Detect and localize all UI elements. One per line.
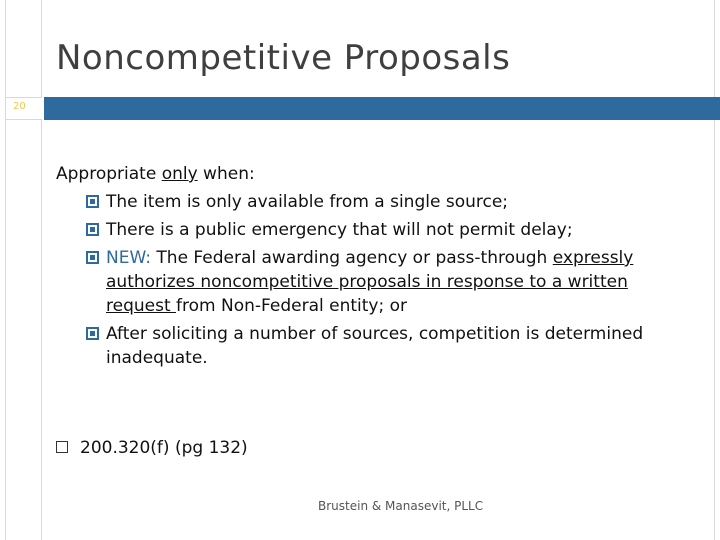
bullet-item-2 [56, 218, 676, 242]
bullet-text: After soliciting a number of sources, competition is determined inadequate. [106, 324, 644, 368]
bullet-text: There is a public emergency that will not permit delay; [106, 220, 573, 240]
bullet-item-3 [56, 246, 676, 318]
slide-content [56, 162, 676, 370]
intro-underlined: only [161, 164, 198, 184]
slide-number: 20 [13, 101, 26, 112]
slide-title: Noncompetitive Proposals [56, 38, 511, 78]
right-frame-line [714, 0, 715, 540]
bullet-text: The item is only available from a single source; [106, 192, 509, 212]
square-bullet-icon [86, 195, 99, 208]
bullet-text-underlined: expressly authorizes noncompetitive proposals in response to a written request [106, 248, 634, 316]
intro-suffix: when: [197, 164, 255, 184]
slide-footer: Brustein & Manasevit, PLLC [318, 499, 484, 513]
reference-text: 200.320(f) (pg 132) [80, 438, 248, 458]
bullet-text-tail: from Non-Federal entity; or [176, 296, 407, 316]
new-label: NEW: [106, 248, 151, 268]
accent-bar [44, 97, 720, 120]
bullet-item-4 [56, 322, 676, 370]
square-bullet-icon [86, 327, 99, 340]
intro-line [56, 162, 676, 186]
square-bullet-icon [86, 223, 99, 236]
intro-prefix: Appropriate [56, 164, 162, 184]
left-frame-line [5, 0, 42, 540]
bullet-text [106, 246, 676, 318]
bullet-item-1 [56, 190, 676, 214]
reference-item [56, 436, 700, 460]
bullet-text-plain: The Federal awarding agency or pass-through [151, 248, 548, 268]
square-bullet-icon [86, 251, 99, 264]
